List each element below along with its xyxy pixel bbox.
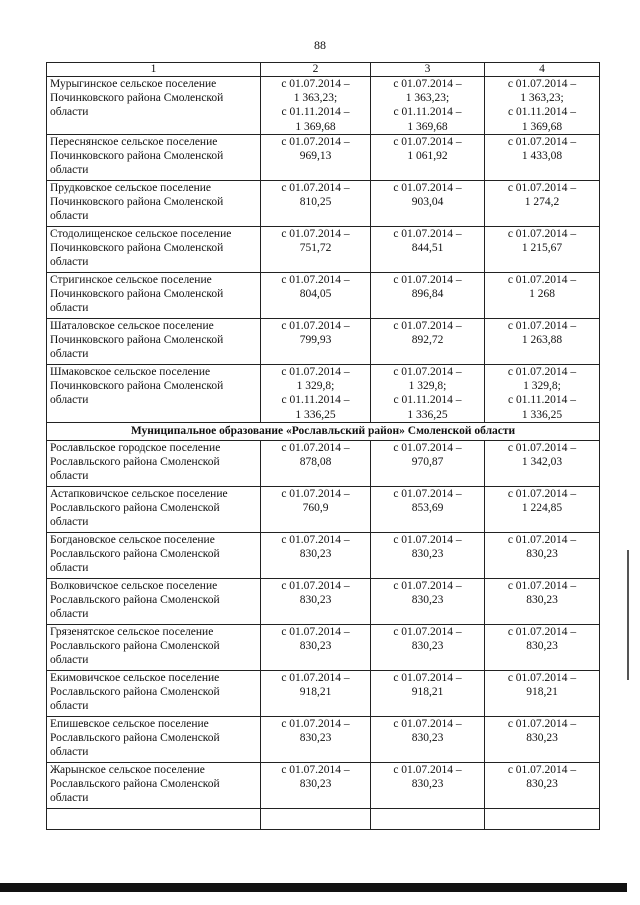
tariff-cell	[261, 181, 371, 227]
tariff-line: с 01.07.2014 –	[393, 488, 462, 500]
tariff-line: 830,23	[299, 640, 332, 653]
tariff-line: с 01.07.2014 –	[507, 442, 577, 454]
tariff-cell	[261, 671, 371, 717]
tariff-cell	[371, 227, 485, 273]
tariff-line: 918,21	[299, 686, 332, 699]
settlement-name: Екимовичское сельское поселение Рославльского района Смоленской области	[47, 671, 261, 717]
tariff-line: с 01.07.2014 –	[507, 320, 577, 332]
tariff-line: с 01.07.2014 –	[393, 718, 462, 730]
tariff-line: с 01.11.2014 –	[281, 394, 350, 407]
tariff-cell	[371, 319, 485, 365]
tariff-line: 1 329,8;	[408, 380, 447, 393]
tariff-line: с 01.07.2014 –	[507, 718, 577, 730]
tariff-cell	[371, 717, 485, 763]
tariff-cell	[485, 625, 600, 671]
tariff-cell	[485, 487, 600, 533]
tariff-line: с 01.07.2014 –	[507, 626, 577, 638]
tariff-cell	[371, 273, 485, 319]
tariff-line: с 01.07.2014 –	[507, 580, 577, 592]
tariff-line: 830,23	[526, 640, 558, 653]
tariff-cell	[261, 717, 371, 763]
tariff-line: 1 329,8;	[296, 380, 335, 393]
settlement-name: Прудковское сельское поселение Починковского района Смоленской области	[47, 181, 261, 227]
tariff-line: с 01.07.2014 –	[393, 182, 462, 194]
tariff-line: 878,08	[299, 456, 332, 469]
tariff-cell	[485, 763, 600, 809]
tariff-line: 903,04	[411, 196, 444, 209]
tariff-line: 830,23	[526, 732, 558, 745]
tariff-line: с 01.07.2014 –	[507, 274, 577, 286]
tariff-line: 896,84	[411, 288, 444, 301]
empty-cell	[485, 809, 600, 830]
tariff-line: 830,23	[411, 594, 444, 607]
tariff-line: с 01.07.2014 –	[507, 78, 577, 90]
tariff-cell	[261, 273, 371, 319]
tariff-line: 1 342,03	[521, 456, 563, 469]
tariff-line: с 01.07.2014 –	[393, 274, 462, 286]
table-row	[47, 319, 600, 365]
tariff-line: с 01.07.2014 –	[393, 580, 462, 592]
tariff-cell	[261, 625, 371, 671]
tariff-cell	[485, 533, 600, 579]
section-heading: Муниципальное образование «Рославльский район» Смоленской области	[47, 423, 600, 441]
tariff-cell	[261, 441, 371, 487]
tariff-line: с 01.07.2014 –	[393, 672, 462, 684]
tariff-line: 1 268	[529, 288, 555, 301]
tariff-line: с 01.11.2014 –	[393, 106, 462, 119]
table-row	[47, 273, 600, 319]
table-row	[47, 487, 600, 533]
tariff-cell	[485, 227, 600, 273]
tariff-cell	[261, 763, 371, 809]
tariff-line: с 01.07.2014 –	[281, 320, 350, 332]
table-row	[47, 77, 600, 135]
settlement-name: Стодолищенское сельское поселение Починковского района Смоленской области	[47, 227, 261, 273]
tariff-cell	[485, 441, 600, 487]
tariff-line: 1 363,23;	[293, 92, 338, 105]
tariff-line: с 01.07.2014 –	[393, 442, 462, 454]
tariff-line: с 01.07.2014 –	[281, 274, 350, 286]
tariff-line: 1 329,8;	[523, 380, 561, 393]
tariff-cell	[371, 365, 485, 423]
tariff-line: с 01.07.2014 –	[393, 320, 462, 332]
tariff-line: с 01.07.2014 –	[393, 366, 462, 378]
column-header: 1	[47, 63, 261, 77]
tariff-line: с 01.07.2014 –	[507, 488, 577, 500]
table-row	[47, 671, 600, 717]
tariff-line: с 01.07.2014 –	[281, 136, 350, 148]
tariff-line: 918,21	[526, 686, 558, 699]
tariff-line: 1 336,25	[295, 408, 336, 421]
tariff-line: 1 274,2	[524, 196, 560, 209]
tariff-line: с 01.07.2014 –	[281, 534, 350, 546]
tariff-line: с 01.07.2014 –	[507, 228, 577, 240]
tariff-line: с 01.07.2014 –	[281, 366, 350, 378]
tariff-cell	[485, 717, 600, 763]
tariff-line: с 01.07.2014 –	[281, 626, 350, 638]
tariff-line: 1 224,85	[521, 502, 563, 515]
settlement-name: Грязенятское сельское поселение Рославльского района Смоленской области	[47, 625, 261, 671]
tariff-line: 830,23	[411, 778, 444, 791]
table-row	[47, 365, 600, 423]
settlement-name: Жарынское сельское поселение Рославльского района Смоленской области	[47, 763, 261, 809]
tariff-line: 1 336,25	[407, 408, 448, 421]
tariff-cell	[485, 77, 600, 135]
settlement-name: Епишевское сельское поселение Рославльского района Смоленской области	[47, 717, 261, 763]
tariff-cell	[261, 319, 371, 365]
tariff-cell	[261, 227, 371, 273]
tariff-line: 1 369,68	[295, 120, 336, 133]
table-row	[47, 579, 600, 625]
tariff-cell	[371, 763, 485, 809]
empty-cell	[371, 809, 485, 830]
table-row	[47, 227, 600, 273]
tariff-line: с 01.07.2014 –	[281, 182, 350, 194]
tariff-table	[46, 62, 600, 830]
tariff-line: с 01.07.2014 –	[507, 534, 577, 546]
table-row	[47, 181, 600, 227]
settlement-name: Рославльское городское поселение Рославльского района Смоленской области	[47, 441, 261, 487]
tariff-line: 830,23	[411, 732, 444, 745]
tariff-cell	[371, 671, 485, 717]
tariff-line: с 01.07.2014 –	[393, 534, 462, 546]
tariff-cell	[261, 487, 371, 533]
tariff-cell	[371, 579, 485, 625]
tariff-line: с 01.07.2014 –	[281, 228, 350, 240]
tariff-line: 1 369,68	[407, 120, 448, 133]
tariff-line: 751,72	[299, 242, 332, 255]
tariff-line: 830,23	[526, 548, 558, 561]
tariff-line: 830,23	[411, 548, 444, 561]
table-row	[47, 625, 600, 671]
tariff-cell	[371, 441, 485, 487]
tariff-line: 1 363,23;	[405, 92, 450, 105]
tariff-line: 830,23	[526, 594, 558, 607]
tariff-line: с 01.07.2014 –	[507, 366, 577, 378]
tariff-cell	[485, 579, 600, 625]
tariff-line: 810,25	[299, 196, 332, 209]
tariff-line: с 01.07.2014 –	[393, 764, 462, 776]
tariff-line: с 01.11.2014 –	[393, 394, 462, 407]
tariff-line: с 01.07.2014 –	[507, 136, 577, 148]
tariff-line: 1 215,67	[521, 242, 563, 255]
tariff-line: 1 433,08	[521, 150, 563, 163]
tariff-line: 804,05	[299, 288, 332, 301]
settlement-name: Переснянское сельское поселение Починковского района Смоленской области	[47, 135, 261, 181]
tariff-line: с 01.07.2014 –	[393, 626, 462, 638]
page-number: 88	[314, 38, 326, 52]
tariff-cell	[371, 487, 485, 533]
tariff-line: 760,9	[302, 502, 329, 515]
tariff-cell	[485, 181, 600, 227]
settlement-name: Мурыгинское сельское поселение Починковского района Смоленской области	[47, 77, 261, 135]
tariff-cell	[485, 319, 600, 365]
tariff-line: 844,51	[411, 242, 444, 255]
tariff-line: с 01.07.2014 –	[507, 182, 577, 194]
tariff-line: с 01.07.2014 –	[281, 488, 350, 500]
tariff-line: 830,23	[299, 732, 332, 745]
tariff-cell	[371, 181, 485, 227]
table-row	[47, 135, 600, 181]
tariff-cell	[261, 365, 371, 423]
tariff-line: с 01.07.2014 –	[393, 136, 462, 148]
table-row-bottom-padding	[47, 809, 600, 830]
table-row	[47, 763, 600, 809]
tariff-cell	[371, 533, 485, 579]
tariff-line: 969,13	[299, 150, 332, 163]
tariff-cell	[485, 273, 600, 319]
table-row	[47, 717, 600, 763]
tariff-line: 830,23	[299, 594, 332, 607]
tariff-line: 830,23	[299, 548, 332, 561]
tariff-line: с 01.07.2014 –	[281, 580, 350, 592]
tariff-cell	[261, 135, 371, 181]
table-header	[47, 63, 600, 77]
empty-cell	[261, 809, 371, 830]
tariff-line: с 01.07.2014 –	[393, 78, 462, 90]
tariff-line: 830,23	[411, 640, 444, 653]
settlement-name: Стригинское сельское поселение Починковского района Смоленской области	[47, 273, 261, 319]
tariff-line: 799,93	[299, 334, 332, 347]
tariff-line: с 01.07.2014 –	[507, 764, 577, 776]
column-header: 3	[371, 63, 485, 77]
tariff-line: с 01.11.2014 –	[508, 394, 576, 407]
tariff-cell	[261, 533, 371, 579]
column-header: 4	[485, 63, 600, 77]
tariff-cell	[485, 135, 600, 181]
tariff-line: 1 363,23;	[520, 92, 564, 105]
tariff-line: 830,23	[299, 778, 332, 791]
tariff-line: 853,69	[411, 502, 444, 515]
tariff-line: 918,21	[411, 686, 444, 699]
settlement-name: Шмаковское сельское поселение Починковского района Смоленской области	[47, 365, 261, 423]
empty-cell	[47, 809, 261, 830]
table-row	[47, 533, 600, 579]
tariff-line: 1 263,88	[521, 334, 563, 347]
tariff-line: с 01.11.2014 –	[508, 106, 576, 119]
tariff-cell	[261, 77, 371, 135]
tariff-line: 892,72	[411, 334, 444, 347]
tariff-cell	[485, 365, 600, 423]
section-heading-row	[47, 423, 600, 441]
tariff-line: с 01.07.2014 –	[393, 228, 462, 240]
tariff-cell	[371, 77, 485, 135]
scan-bottom-border	[0, 883, 627, 892]
tariff-line: с 01.11.2014 –	[281, 106, 350, 119]
tariff-line: с 01.07.2014 –	[281, 672, 350, 684]
tariff-cell	[371, 625, 485, 671]
tariff-line: с 01.07.2014 –	[281, 442, 350, 454]
settlement-name: Богдановское сельское поселение Рославльского района Смоленской области	[47, 533, 261, 579]
tariff-line: 830,23	[526, 778, 558, 791]
tariff-line: с 01.07.2014 –	[281, 78, 350, 90]
settlement-name: Волковичское сельское поселение Рославльского района Смоленской области	[47, 579, 261, 625]
settlement-name: Астапковичское сельское поселение Рославльского района Смоленской области	[47, 487, 261, 533]
tariff-line: с 01.07.2014 –	[281, 764, 350, 776]
tariff-line: с 01.07.2014 –	[281, 718, 350, 730]
table-body	[47, 77, 600, 830]
tariff-line: 1 336,25	[521, 408, 563, 421]
table-row	[47, 441, 600, 487]
settlement-name: Шаталовское сельское поселение Починковского района Смоленской области	[47, 319, 261, 365]
tariff-cell	[371, 135, 485, 181]
tariff-line: 970,87	[411, 456, 444, 469]
tariff-line: 1 061,92	[407, 150, 448, 163]
tariff-cell	[485, 671, 600, 717]
column-header: 2	[261, 63, 371, 77]
tariff-line: с 01.07.2014 –	[507, 672, 577, 684]
tariff-cell	[261, 579, 371, 625]
tariff-line: 1 369,68	[521, 120, 563, 133]
scan-edge-mark	[627, 550, 629, 680]
